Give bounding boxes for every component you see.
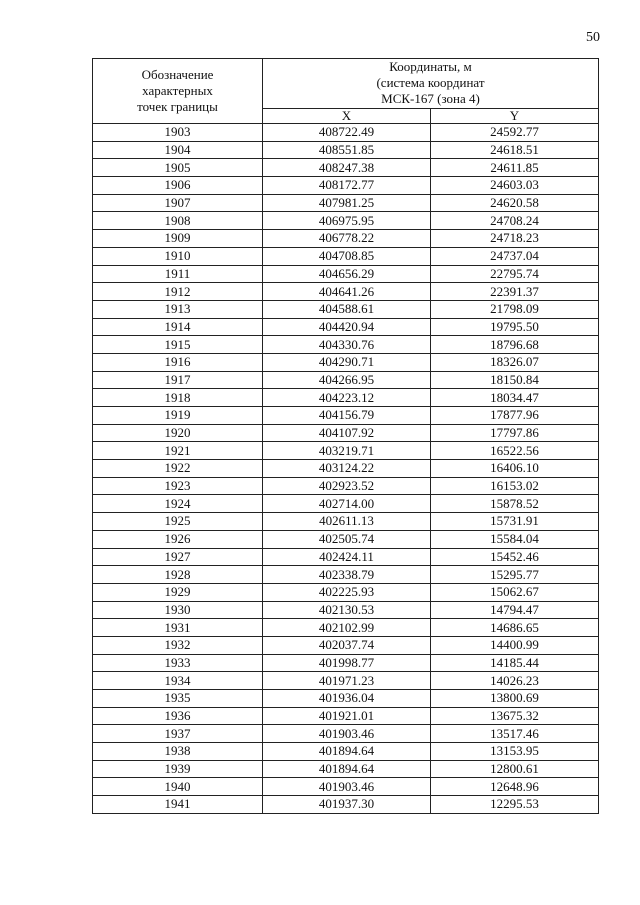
point-id-cell: 1937	[93, 725, 263, 743]
y-coordinate-cell: 18326.07	[431, 353, 599, 371]
y-coordinate-cell: 18034.47	[431, 389, 599, 407]
table-row	[93, 690, 599, 708]
y-coordinate-cell: 15731.91	[431, 513, 599, 531]
point-id-cell: 1904	[93, 141, 263, 159]
y-coordinate-cell: 19795.50	[431, 318, 599, 336]
table-row	[93, 300, 599, 318]
x-coordinate-cell: 402424.11	[263, 548, 431, 566]
y-coordinate-cell: 24603.03	[431, 177, 599, 195]
point-id-cell: 1927	[93, 548, 263, 566]
point-id-cell: 1911	[93, 265, 263, 283]
x-coordinate-cell: 408172.77	[263, 177, 431, 195]
table-row	[93, 159, 599, 177]
y-coordinate-cell: 24737.04	[431, 247, 599, 265]
y-coordinate-cell: 18796.68	[431, 336, 599, 354]
table-row	[93, 743, 599, 761]
table-row	[93, 601, 599, 619]
y-coordinate-cell: 12800.61	[431, 760, 599, 778]
y-coordinate-cell: 13800.69	[431, 690, 599, 708]
point-id-cell: 1906	[93, 177, 263, 195]
x-coordinate-cell: 404641.26	[263, 283, 431, 301]
y-coordinate-cell: 15878.52	[431, 495, 599, 513]
table-row	[93, 283, 599, 301]
x-coordinate-cell: 404156.79	[263, 407, 431, 425]
table-row	[93, 353, 599, 371]
table-row	[93, 566, 599, 584]
point-id-cell: 1923	[93, 477, 263, 495]
y-coordinate-cell: 18150.84	[431, 371, 599, 389]
y-coordinate-cell: 15062.67	[431, 583, 599, 601]
y-coordinate-cell: 24618.51	[431, 141, 599, 159]
y-coordinate-cell: 12295.53	[431, 796, 599, 814]
x-coordinate-cell: 404107.92	[263, 424, 431, 442]
table-row	[93, 265, 599, 283]
coordinates-table	[92, 58, 599, 814]
point-id-cell: 1939	[93, 760, 263, 778]
point-id-cell: 1938	[93, 743, 263, 761]
coords-header-line-2: (система координат	[376, 75, 485, 90]
y-coordinate-cell: 24708.24	[431, 212, 599, 230]
table-row	[93, 778, 599, 796]
table-row	[93, 442, 599, 460]
table-row	[93, 725, 599, 743]
table-row	[93, 460, 599, 478]
y-coordinate-cell: 14686.65	[431, 619, 599, 637]
y-coordinate-cell: 12648.96	[431, 778, 599, 796]
x-coordinate-cell: 402037.74	[263, 636, 431, 654]
x-coordinate-cell: 401998.77	[263, 654, 431, 672]
table-row	[93, 194, 599, 212]
table-header	[93, 59, 599, 124]
x-coordinate-cell: 401894.64	[263, 760, 431, 778]
point-id-cell: 1933	[93, 654, 263, 672]
x-coordinate-cell: 401903.46	[263, 778, 431, 796]
point-id-cell: 1935	[93, 690, 263, 708]
point-id-cell: 1936	[93, 707, 263, 725]
table-row	[93, 636, 599, 654]
table-row	[93, 619, 599, 637]
point-id-cell: 1908	[93, 212, 263, 230]
page-number: 50	[586, 30, 600, 45]
table-row	[93, 672, 599, 690]
x-coordinate-cell: 406778.22	[263, 230, 431, 248]
y-coordinate-cell: 17877.96	[431, 407, 599, 425]
point-id-cell: 1940	[93, 778, 263, 796]
x-coordinate-cell: 408551.85	[263, 141, 431, 159]
x-coordinate-cell: 402923.52	[263, 477, 431, 495]
points-column-header	[93, 59, 263, 124]
points-header-line-1: Обозначение	[141, 67, 214, 82]
x-coordinate-cell: 408722.49	[263, 124, 431, 142]
y-coordinate-cell: 16406.10	[431, 460, 599, 478]
coords-header-line-3: МСК-167 (зона 4)	[381, 91, 480, 106]
point-id-cell: 1918	[93, 389, 263, 407]
table-row	[93, 495, 599, 513]
y-coordinate-cell: 13517.46	[431, 725, 599, 743]
point-id-cell: 1907	[93, 194, 263, 212]
x-coordinate-cell: 403219.71	[263, 442, 431, 460]
table-row	[93, 318, 599, 336]
point-id-cell: 1929	[93, 583, 263, 601]
x-coordinate-cell: 402102.99	[263, 619, 431, 637]
point-id-cell: 1912	[93, 283, 263, 301]
point-id-cell: 1920	[93, 424, 263, 442]
x-coordinate-cell: 404708.85	[263, 247, 431, 265]
x-coordinate-cell: 401921.01	[263, 707, 431, 725]
point-id-cell: 1921	[93, 442, 263, 460]
point-id-cell: 1934	[93, 672, 263, 690]
x-coordinate-cell: 401971.23	[263, 672, 431, 690]
x-coordinate-cell: 402130.53	[263, 601, 431, 619]
y-coordinate-cell: 14400.99	[431, 636, 599, 654]
x-coordinate-cell: 404223.12	[263, 389, 431, 407]
point-id-cell: 1941	[93, 796, 263, 814]
x-coordinate-cell: 404588.61	[263, 300, 431, 318]
point-id-cell: 1930	[93, 601, 263, 619]
table-row	[93, 548, 599, 566]
y-coordinate-cell: 22795.74	[431, 265, 599, 283]
point-id-cell: 1914	[93, 318, 263, 336]
y-coordinate-cell: 17797.86	[431, 424, 599, 442]
y-coordinate-cell: 15452.46	[431, 548, 599, 566]
x-coordinate-cell: 404656.29	[263, 265, 431, 283]
y-coordinate-cell: 24718.23	[431, 230, 599, 248]
x-coordinate-cell: 402714.00	[263, 495, 431, 513]
y-coordinate-cell: 15584.04	[431, 530, 599, 548]
point-id-cell: 1925	[93, 513, 263, 531]
table-body	[93, 124, 599, 814]
table-row	[93, 407, 599, 425]
y-coordinate-cell: 24620.58	[431, 194, 599, 212]
x-coordinate-cell: 407981.25	[263, 194, 431, 212]
table-row	[93, 389, 599, 407]
points-header-line-3: точек границы	[137, 99, 218, 114]
table-row	[93, 707, 599, 725]
point-id-cell: 1916	[93, 353, 263, 371]
points-header-line-2: характерных	[142, 83, 213, 98]
point-id-cell: 1928	[93, 566, 263, 584]
x-coordinate-cell: 401894.64	[263, 743, 431, 761]
y-coordinate-cell: 24611.85	[431, 159, 599, 177]
y-coordinate-cell: 14026.23	[431, 672, 599, 690]
table-row	[93, 513, 599, 531]
point-id-cell: 1909	[93, 230, 263, 248]
x-column-header: X	[263, 109, 431, 124]
y-coordinate-cell: 13675.32	[431, 707, 599, 725]
point-id-cell: 1926	[93, 530, 263, 548]
table-row	[93, 424, 599, 442]
table-row	[93, 141, 599, 159]
point-id-cell: 1919	[93, 407, 263, 425]
y-coordinate-cell: 22391.37	[431, 283, 599, 301]
table-row	[93, 371, 599, 389]
point-id-cell: 1931	[93, 619, 263, 637]
x-coordinate-cell: 404290.71	[263, 353, 431, 371]
point-id-cell: 1922	[93, 460, 263, 478]
x-coordinate-cell: 401936.04	[263, 690, 431, 708]
y-coordinate-cell: 13153.95	[431, 743, 599, 761]
table-row	[93, 247, 599, 265]
table-row	[93, 530, 599, 548]
y-coordinate-cell: 21798.09	[431, 300, 599, 318]
table-row	[93, 124, 599, 142]
x-coordinate-cell: 406975.95	[263, 212, 431, 230]
y-coordinate-cell: 14185.44	[431, 654, 599, 672]
x-coordinate-cell: 401903.46	[263, 725, 431, 743]
y-coordinate-cell: 24592.77	[431, 124, 599, 142]
table-row	[93, 760, 599, 778]
table-row	[93, 477, 599, 495]
x-coordinate-cell: 404420.94	[263, 318, 431, 336]
point-id-cell: 1932	[93, 636, 263, 654]
point-id-cell: 1905	[93, 159, 263, 177]
point-id-cell: 1917	[93, 371, 263, 389]
point-id-cell: 1915	[93, 336, 263, 354]
x-coordinate-cell: 403124.22	[263, 460, 431, 478]
point-id-cell: 1903	[93, 124, 263, 142]
y-coordinate-cell: 16522.56	[431, 442, 599, 460]
coordinates-column-header	[263, 59, 599, 109]
table-row	[93, 212, 599, 230]
table-row	[93, 177, 599, 195]
x-coordinate-cell: 408247.38	[263, 159, 431, 177]
x-coordinate-cell: 404330.76	[263, 336, 431, 354]
x-coordinate-cell: 404266.95	[263, 371, 431, 389]
point-id-cell: 1913	[93, 300, 263, 318]
table-row	[93, 336, 599, 354]
table-row	[93, 796, 599, 814]
table-row	[93, 654, 599, 672]
y-coordinate-cell: 14794.47	[431, 601, 599, 619]
table-row	[93, 583, 599, 601]
x-coordinate-cell: 402225.93	[263, 583, 431, 601]
y-column-header: Y	[431, 109, 599, 124]
x-coordinate-cell: 402505.74	[263, 530, 431, 548]
point-id-cell: 1924	[93, 495, 263, 513]
x-coordinate-cell: 402611.13	[263, 513, 431, 531]
y-coordinate-cell: 15295.77	[431, 566, 599, 584]
table-row	[93, 230, 599, 248]
x-coordinate-cell: 401937.30	[263, 796, 431, 814]
coords-header-line-1: Координаты, м	[389, 59, 472, 74]
point-id-cell: 1910	[93, 247, 263, 265]
y-coordinate-cell: 16153.02	[431, 477, 599, 495]
x-coordinate-cell: 402338.79	[263, 566, 431, 584]
